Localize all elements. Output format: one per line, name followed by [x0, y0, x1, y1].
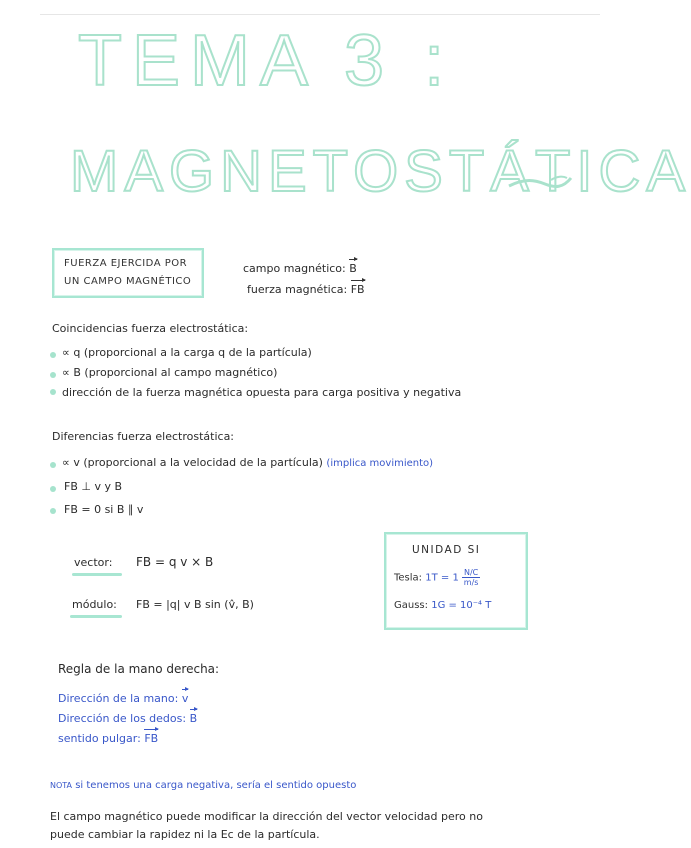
modulo-formula: FB = |q| v B sin (v̂, B) [136, 598, 254, 611]
coincidencia-item-2-text: (proporcional al campo magnético) [84, 366, 278, 379]
regla-line-3-symbol: FB [144, 732, 159, 745]
title-line-1: TEMA 3 : [78, 21, 455, 101]
regla-line-1-text: Dirección de la mano: [58, 692, 179, 705]
units-box [384, 532, 528, 630]
coincidencia-item-3: dirección de la fuerza magnética opuesta para carga positiva y negativa [62, 386, 462, 399]
campo-label: campo magnético: [243, 262, 346, 275]
vector-formula: FB = q v × B [136, 555, 214, 569]
coincidencia-item-1-prefix: ∝ q [62, 346, 81, 359]
fuerza-label: fuerza magnética: [247, 283, 348, 296]
diferencia-item-2: FB ⊥ v y B [64, 480, 123, 493]
coincidencia-item-1-text: (proporcional a la carga q de la partícula) [83, 346, 312, 359]
decorative-squiggle [505, 168, 575, 198]
coincidencia-item-2-prefix: ∝ B [62, 366, 81, 379]
nota-text: si tenemos una carga negativa, sería el sentido opuesto [75, 780, 357, 791]
regla-line-2-symbol: B [189, 712, 198, 725]
coincidencia-item-1 [62, 346, 312, 359]
gauss-row [394, 600, 491, 611]
definition-line-2: UN CAMPO MAGNÉTICO [64, 276, 192, 287]
units-heading: UNIDAD SI [412, 544, 481, 556]
nota-line [50, 780, 356, 791]
tesla-label: Tesla: [394, 572, 423, 584]
diferencia-item-1-note: (implica movimiento) [326, 458, 434, 469]
bullet-marker [50, 352, 56, 358]
diferencia-item-3: FB = 0 si B ∥ v [64, 503, 144, 516]
regla-line-2 [58, 712, 197, 725]
gauss-value: 1G = 10⁻⁴ T [431, 600, 492, 611]
diferencia-item-1-prefix: ∝ v [62, 456, 80, 469]
tesla-numerator: N/C [464, 568, 479, 577]
regla-heading: Regla de la mano derecha: [58, 662, 220, 676]
diferencias-heading: Diferencias fuerza electrostática: [52, 430, 235, 443]
page-edge-line [40, 14, 600, 15]
fuerza-symbol: FB [350, 283, 365, 296]
tesla-value: 1T = 1 [425, 572, 459, 584]
modulo-underline [70, 615, 122, 618]
regla-line-1-symbol: v [181, 692, 189, 705]
tesla-denominator: m/s [463, 578, 479, 587]
regla-line-3-text: sentido pulgar: [58, 732, 141, 745]
modulo-label: módulo: [72, 598, 117, 611]
fuerza-symbol-row [247, 283, 365, 296]
tesla-row [394, 568, 480, 587]
footer-line-1: El campo magnético puede modificar la dirección del vector velocidad pero no [50, 810, 483, 823]
bullet-marker [50, 508, 56, 514]
campo-symbol-row [243, 262, 357, 275]
regla-line-2-text: Dirección de los dedos: [58, 712, 187, 725]
vector-label: vector: [74, 556, 113, 569]
diferencia-item-1 [62, 456, 433, 469]
coincidencias-heading: Coincidencias fuerza electrostática: [52, 322, 249, 335]
regla-line-1 [58, 692, 188, 705]
vector-underline [72, 573, 122, 576]
definition-box [52, 248, 204, 298]
campo-symbol: B [349, 262, 357, 275]
title-line-2: MAGNETOSTÁTICA [70, 139, 691, 204]
definition-line-1: FUERZA EJERCIDA POR [64, 258, 188, 269]
footer-line-2: puede cambiar la rapidez ni la Ec de la partícula. [50, 828, 320, 841]
bullet-marker [50, 462, 56, 468]
nota-label: NOTA [50, 781, 73, 790]
regla-line-3 [58, 732, 158, 745]
gauss-label: Gauss: [394, 600, 429, 611]
bullet-marker [50, 486, 56, 492]
bullet-marker [50, 372, 56, 378]
bullet-marker [50, 389, 56, 395]
tesla-fraction [462, 568, 480, 587]
coincidencia-item-2 [62, 366, 277, 379]
diferencia-item-1-text: (proporcional a la velocidad de la partícula) [83, 456, 323, 469]
